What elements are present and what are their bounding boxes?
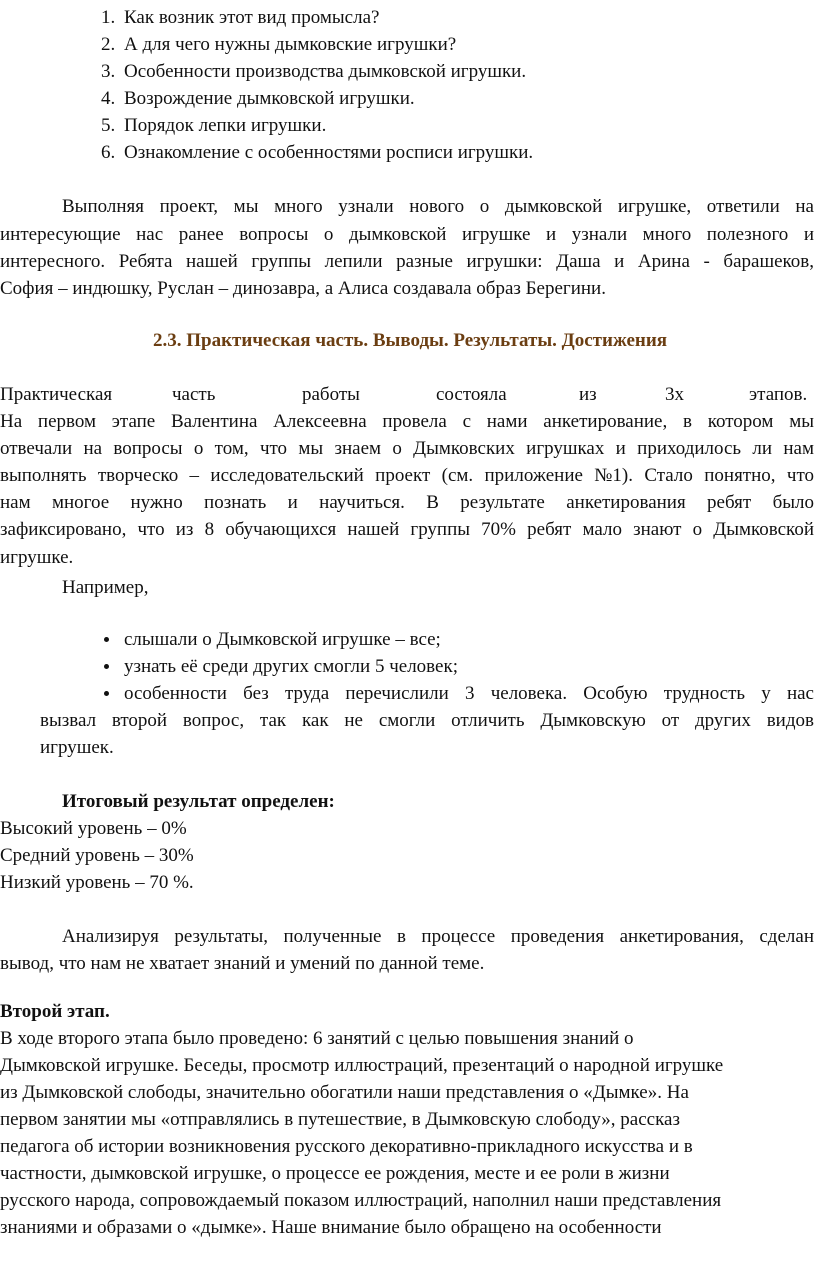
list-number: 1. [101, 7, 116, 28]
paragraph-line: игрушке. [0, 547, 74, 568]
word: 3х [665, 384, 684, 405]
paragraph-line: русского народа, сопровождаемый показом иллюстраций, наполнил наши представления [0, 1190, 722, 1211]
word: из [579, 384, 597, 405]
word: состояла [436, 384, 507, 405]
result-level: Высокий уровень – 0% [0, 818, 187, 839]
list-number: 3. [101, 61, 116, 82]
list-number: 5. [101, 115, 116, 136]
list-item: Возрождение дымковской игрушки. [124, 88, 415, 109]
paragraph-line: На первом этапе Валентина Алексеевна провела с нами анкетирование, в котором мы [0, 411, 814, 432]
paragraph-line: Дымковской игрушке. Беседы, просмотр иллюстраций, презентаций о народной игрушке [0, 1055, 724, 1076]
result-level: Средний уровень – 30% [0, 845, 194, 866]
list-item: Порядок лепки игрушки. [124, 115, 327, 136]
paragraph-line: вывод, что нам не хватает знаний и умений по данной теме. [0, 953, 485, 974]
list-item: А для чего нужны дымковские игрушки? [124, 34, 457, 55]
word: этапов. [749, 384, 808, 405]
list-item: узнать её среди других смогли 5 человек; [124, 656, 458, 677]
result-heading: Итоговый результат определен: [62, 791, 335, 812]
paragraph-line: интересующие нас ранее вопросы о дымковской игрушке и узнали много полезного и [0, 224, 814, 245]
example-label: Например, [62, 577, 149, 598]
paragraph-line: интересного. Ребята нашей группы лепили разные игрушки: Даша и Арина - барашеков, [0, 251, 814, 272]
word: Практическая [0, 384, 113, 405]
list-item-continuation: игрушек. [40, 737, 114, 758]
paragraph-line: педагога об истории возникновения русского декоративно-прикладного искусства и в [0, 1136, 693, 1157]
list-item: Ознакомление с особенностями росписи игрушки. [124, 142, 534, 163]
bullet-icon [104, 691, 109, 696]
practical-first-line [0, 381, 814, 408]
section-heading: 2.3. Практическая часть. Выводы. Результаты. Достижения [153, 330, 668, 351]
result-level: Низкий уровень – 70 %. [0, 872, 194, 893]
list-item-continuation: вызвал второй вопрос, так как не смогли отличить Дымковскую от других видов [40, 710, 814, 731]
paragraph-line: зафиксировано, что из 8 обучающихся нашей группы 70% ребят мало знают о Дымковской [0, 519, 814, 540]
paragraph-line: нам многое нужно познать и научиться. В результате анкетирования ребят было [0, 492, 814, 513]
word: работы [302, 384, 360, 405]
paragraph-line: София – индюшку, Руслан – динозавра, а Алиса создавала образ Берегини. [0, 278, 606, 299]
list-number: 6. [101, 142, 116, 163]
bullet-icon [104, 637, 109, 642]
list-number: 4. [101, 88, 116, 109]
list-item: Особенности производства дымковской игрушки. [124, 61, 527, 82]
paragraph-line: Выполняя проект, мы много узнали нового о дымковской игрушке, ответили на [62, 196, 814, 217]
paragraph-line: В ходе второго этапа было проведено: 6 занятий с целью повышения знаний о [0, 1028, 634, 1049]
paragraph-line: выполнять творческо – исследовательский проект (см. приложение №1). Стало понятно, что [0, 465, 814, 486]
list-number: 2. [101, 34, 116, 55]
bullet-icon [104, 664, 109, 669]
paragraph-line: знаниями и образами о «дымке». Наше внимание было обращено на особенности [0, 1217, 662, 1238]
paragraph-line: частности, дымковской игрушке, о процессе ее рождения, месте и ее роли в жизни [0, 1163, 670, 1184]
second-stage-heading: Второй этап. [0, 1001, 110, 1022]
paragraph-line: из Дымковской слободы, значительно обогатили наши представления о «Дымке». На [0, 1082, 689, 1103]
list-item: особенности без труда перечислили 3 человека. Особую трудность у нас [124, 683, 814, 704]
paragraph-line: отвечали на вопросы о том, что мы знаем о Дымковских игрушках и приходилось ли нам [0, 438, 814, 459]
list-item: Как возник этот вид промысла? [124, 7, 380, 28]
word: часть [172, 384, 216, 405]
list-item: слышали о Дымковской игрушке – все; [124, 629, 441, 650]
paragraph-line: первом занятии мы «отправлялись в путешествие, в Дымковскую слободу», рассказ [0, 1109, 680, 1130]
paragraph-line: Анализируя результаты, полученные в процессе проведения анкетирования, сделан [62, 926, 814, 947]
